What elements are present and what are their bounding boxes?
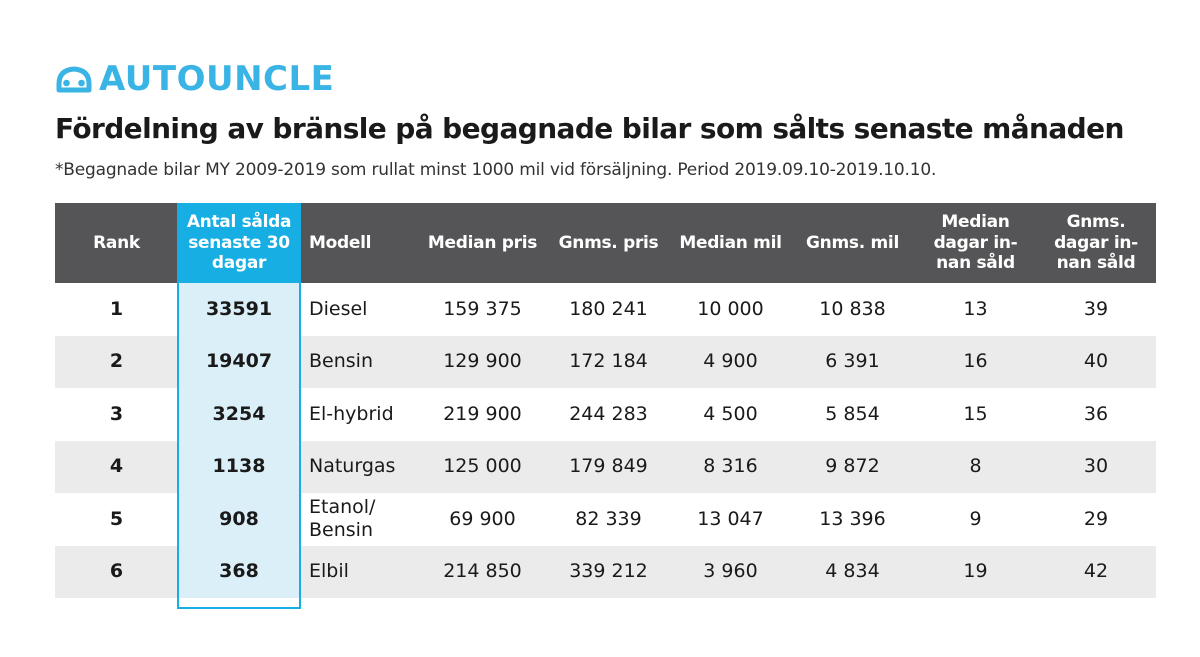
cell-median-mil: 4 500 <box>703 402 758 425</box>
cell-median-pris: 214 850 <box>443 560 522 583</box>
cell-gnms-pris: 82 339 <box>575 507 642 530</box>
cell-median-dagar: 13 <box>963 297 988 320</box>
cell-gnms-pris: 339 212 <box>569 560 648 583</box>
cell-rank: 5 <box>109 507 124 530</box>
cell-median-pris: 69 900 <box>449 507 516 530</box>
cell-gnms-dagar: 39 <box>1083 297 1109 320</box>
table-row <box>55 441 1156 494</box>
cell-median-mil: 3 960 <box>703 560 758 583</box>
cell-gnms-mil: 10 838 <box>819 297 886 320</box>
header-median-dagar: Median dagar in- nan såld <box>933 211 1018 274</box>
cell-median-dagar: 16 <box>963 350 988 373</box>
cell-rank: 4 <box>109 455 124 478</box>
table-row <box>55 388 1156 441</box>
cell-modell: Bensin <box>309 350 373 373</box>
cell-antal: 33591 <box>178 283 300 336</box>
cell-median-mil: 8 316 <box>703 455 758 478</box>
cell-median-dagar: 8 <box>969 455 982 478</box>
table-row <box>55 336 1156 389</box>
cell-rank: 2 <box>109 350 124 373</box>
cell-modell: Diesel <box>309 297 368 320</box>
cell-antal: 1138 <box>178 441 300 494</box>
header-gnms-pris: Gnms. pris <box>558 232 659 253</box>
logo-wordmark: AUTOUNCLE <box>99 59 335 99</box>
cell-median-dagar: 15 <box>963 402 988 425</box>
header-median-mil: Median mil <box>679 232 782 253</box>
cell-modell: Etanol/ Bensin <box>309 496 376 542</box>
page-subtitle: *Begagnade bilar MY 2009-2019 som rullat minst 1000 mil vid försäljning. Period 2019.09.10-2019.10.10. <box>55 160 937 180</box>
cell-antal: 3254 <box>178 388 300 441</box>
cell-modell: Elbil <box>309 560 349 583</box>
cell-median-pris: 129 900 <box>443 350 522 373</box>
cell-median-pris: 125 000 <box>443 455 522 478</box>
cell-modell: El-hybrid <box>309 402 394 425</box>
cell-rank: 3 <box>109 402 124 425</box>
table-header <box>55 203 1156 283</box>
table-row <box>55 546 1156 599</box>
cell-gnms-mil: 6 391 <box>825 350 880 373</box>
header-rank: Rank <box>93 232 140 253</box>
table-row <box>55 283 1156 336</box>
cell-gnms-pris: 244 283 <box>569 402 648 425</box>
cell-antal: 908 <box>178 493 300 546</box>
cell-gnms-dagar: 42 <box>1083 560 1109 583</box>
cell-median-dagar: 9 <box>969 507 982 530</box>
cell-median-mil: 10 000 <box>697 297 764 320</box>
cell-modell: Naturgas <box>309 455 396 478</box>
cell-rank: 1 <box>109 297 124 320</box>
cell-gnms-dagar: 40 <box>1083 350 1109 373</box>
cell-gnms-dagar: 30 <box>1083 455 1109 478</box>
header-gnms-mil: Gnms. mil <box>806 232 899 253</box>
header-antal-salda: Antal sålda senaste 30 dagar <box>178 203 300 283</box>
cell-gnms-mil: 4 834 <box>825 560 880 583</box>
header-modell: Modell <box>309 232 372 253</box>
cell-gnms-mil: 13 396 <box>819 507 886 530</box>
fuel-table <box>55 203 1156 598</box>
cell-gnms-mil: 9 872 <box>825 455 880 478</box>
cell-median-mil: 13 047 <box>697 507 764 530</box>
cell-antal: 368 <box>178 546 300 599</box>
table-row <box>55 493 1156 546</box>
cell-gnms-pris: 180 241 <box>569 297 648 320</box>
cell-antal: 19407 <box>178 336 300 389</box>
header-gnms-dagar: Gnms. dagar in- nan såld <box>1054 211 1138 274</box>
car-icon <box>55 64 93 94</box>
cell-gnms-dagar: 29 <box>1083 507 1109 530</box>
cell-gnms-dagar: 36 <box>1083 402 1109 425</box>
header-median-pris: Median pris <box>427 232 538 253</box>
cell-median-pris: 219 900 <box>443 402 522 425</box>
cell-median-pris: 159 375 <box>443 297 522 320</box>
page-title: Fördelning av bränsle på begagnade bilar som sålts senaste månaden <box>55 112 1124 145</box>
autouncle-logo <box>55 60 334 98</box>
cell-rank: 6 <box>109 560 124 583</box>
cell-median-dagar: 19 <box>963 560 988 583</box>
cell-gnms-pris: 172 184 <box>569 350 648 373</box>
cell-gnms-mil: 5 854 <box>825 402 880 425</box>
cell-gnms-pris: 179 849 <box>569 455 648 478</box>
cell-median-mil: 4 900 <box>703 350 758 373</box>
